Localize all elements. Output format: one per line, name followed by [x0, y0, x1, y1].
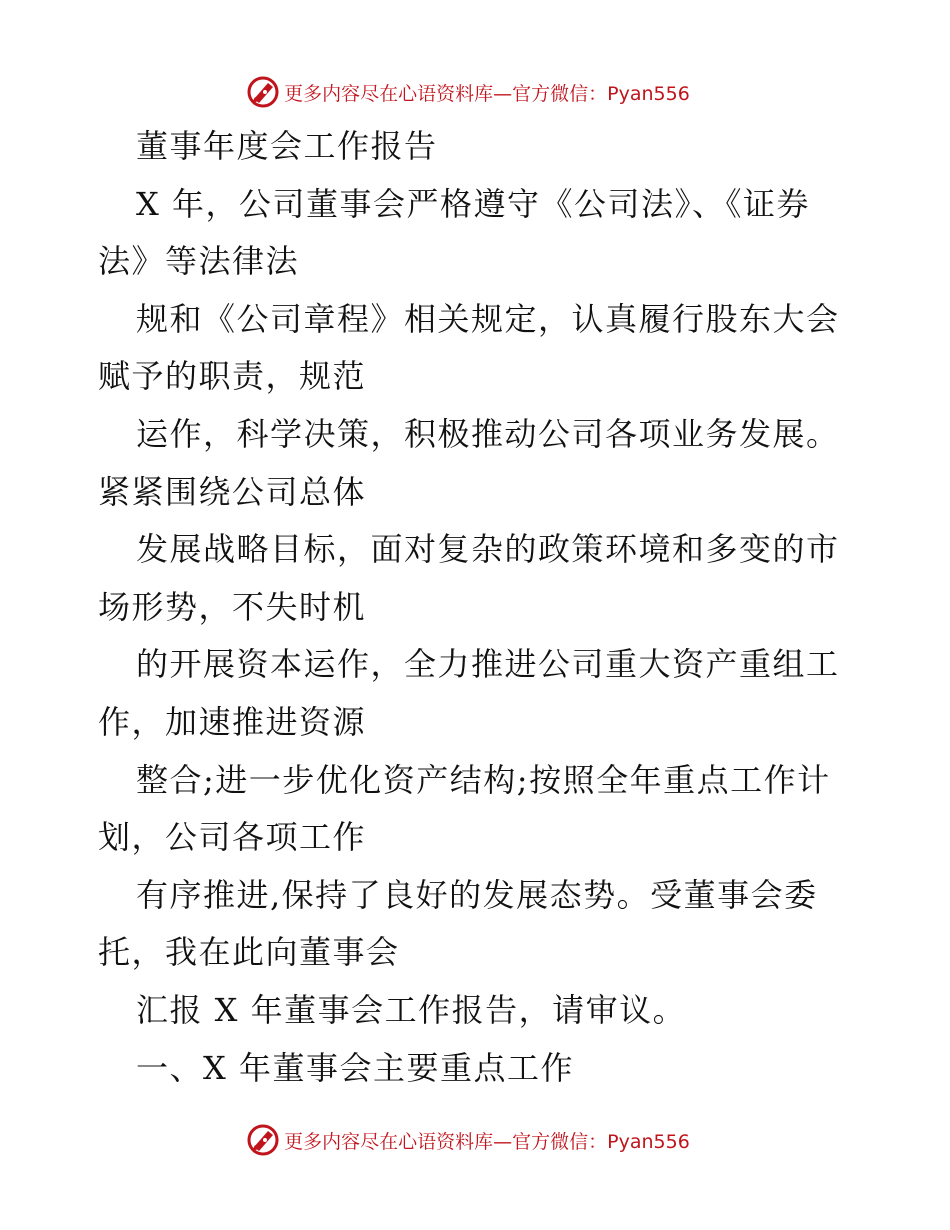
text-line: 法》等法律法 [98, 242, 300, 281]
text-line: 赋予的职责，规范 [98, 357, 367, 396]
text-line: 发展战略目标，面对复杂的政策环境和多变的市 [136, 530, 840, 569]
text-line: 紧紧围绕公司总体 [98, 472, 367, 511]
text-line: 董事年度会工作报告 [136, 127, 438, 165]
text-line: 整合;进一步优化资产结构;按照全年重点工作计 [136, 760, 831, 799]
pen-circle-logo-icon [246, 75, 280, 109]
text-line: 的开展资本运作，全力推进公司重大资产重组工 [136, 645, 840, 684]
footer-watermark [0, 1120, 950, 1160]
text-line: 作，加速推进资源 [98, 702, 367, 741]
text-line: 一、X 年董事会主要重点工作 [136, 1048, 574, 1087]
text-line: 托，我在此向董事会 [98, 933, 400, 972]
text-line: 运作，科学决策，积极推动公司各项业务发展。 [136, 414, 840, 453]
pen-circle-logo-icon [246, 1123, 280, 1157]
header-watermark [0, 72, 950, 112]
text-line: 场形势，不失时机 [98, 587, 367, 626]
watermark-text: 更多内容尽在心语资料库—官方微信：Pyan556 [284, 1130, 690, 1153]
watermark-text: 更多内容尽在心语资料库—官方微信：Pyan556 [284, 82, 690, 105]
text-line: X 年，公司董事会严格遵守《公司法》、《证券 [136, 184, 810, 223]
text-line: 划，公司各项工作 [98, 818, 367, 857]
document-body [98, 118, 858, 1097]
text-line: 规和《公司章程》相关规定，认真履行股东大会 [136, 299, 840, 338]
text-line: 汇报 X 年董事会工作报告，请审议。 [136, 990, 687, 1029]
text-line: 有序推进,保持了良好的发展态势。受董事会委 [136, 875, 818, 914]
